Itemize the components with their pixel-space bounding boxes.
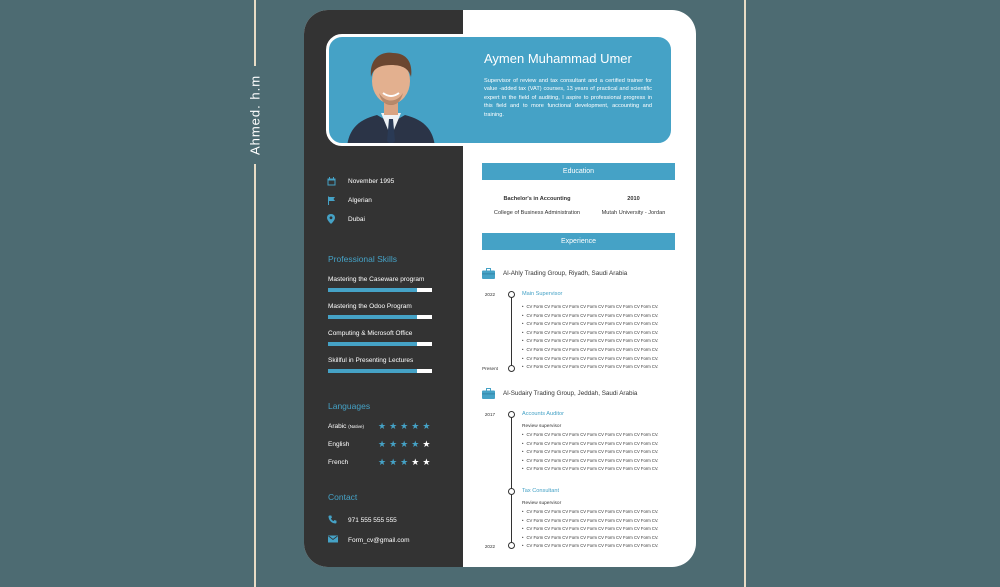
nationality: Algerian (326, 195, 372, 205)
role-title: Main Supervisor (522, 291, 563, 297)
star-filled-icon: ★ (411, 439, 420, 449)
duties-list (522, 431, 658, 474)
duty-item: • CV Form CV Form CV Form CV Form CV Form CV Form CV Form CV. (522, 363, 658, 372)
star-filled-icon: ★ (389, 421, 398, 431)
candidate-name: Aymen Muhammad Umer (484, 51, 632, 66)
phone: 971 555 555 555 (328, 515, 397, 525)
star-filled-icon: ★ (400, 439, 409, 449)
language-arabic: Arabic (Native) ★ ★ ★ ★ ★ (328, 421, 431, 431)
star-rating (378, 440, 430, 449)
skill-bar (328, 369, 432, 373)
skill-item: Skillful in Presenting Lectures (328, 357, 432, 373)
role-subtitle: Review supervisor (522, 424, 562, 429)
skill-item: Mastering the Caseware program (328, 276, 432, 292)
calendar-icon (326, 176, 336, 186)
side-label: Ahmed. h.m (247, 74, 263, 156)
star-filled-icon: ★ (400, 421, 409, 431)
header-banner (326, 34, 674, 146)
role-title: Accounts Auditor (522, 411, 564, 417)
skill-bar (328, 288, 432, 292)
duty-item: • CV Form CV Form CV Form CV Form CV Form CV Form CV Form CV. (522, 337, 658, 346)
timeline-dot (508, 411, 515, 418)
timeline-dot (508, 365, 515, 372)
duty-item: • CV Form CV Form CV Form CV Form CV Form CV Form CV Form CV. (522, 312, 658, 321)
duties-list (522, 508, 658, 551)
location-pin-icon (326, 214, 336, 224)
frame-line-right (744, 0, 746, 587)
phone-icon (328, 515, 338, 525)
role-title: Tax Consultant (522, 488, 560, 494)
birth-date: November 1995 (326, 176, 394, 186)
year-start: 2017 (484, 412, 496, 417)
star-rating (378, 422, 430, 431)
resume-card: Aymen Muhammad Umer Supervisor of review and tax consultant and a certified trainer for value -added tax (VAT) courses, 13 years of practical and scientific expert in the field of auditing, I aspire to professional progress in this field and to more functional development, accounting and training. November 1995 Algerian Dubai Professional Skills Mastering the Caseware program Mastering the Odoo Program Computing & Microsoft Office Skillful in Presenting Lectures Languages Arabic (Native) ★ ★ ★ ★ ★ English ★ ★ ★ ★ ★ French ★ ★ ★ ★ ★ Contact 971 555 555 555 Form_cv@gmail.com Education Bachelor's in Accounting 2010 College of Business Administration Mutah University - Jordan Experience Al-Ahly Trading Group, Riyadh, Saudi Arabia 2022 Present Main Supervisor • CV Form CV Form CV Form CV Form CV Form CV Form CV Form CV. • CV Form CV Form CV Form CV Form CV Form CV Form CV Form CV. • CV Form CV Form CV Form CV Form CV Form CV Form CV Form CV. • CV Form CV Form CV Form CV Form CV Form CV Form CV Form CV. • CV Form CV Form CV Form CV Form CV Form CV Form CV Form CV. • CV Form CV Form CV Form CV Form CV Form CV Form CV Form CV. • CV Form CV Form CV Form CV Form CV Form CV Form CV Form CV. • CV Form CV Form CV Form CV Form CV Form CV Form CV Form CV. Al-Sudairy Trading Group, Jeddah, Saudi Arabia 2017 2022 Accounts Auditor Review supervisor • CV Form CV Form CV Form CV Form CV Form CV Form CV Form CV. • CV Form CV Form CV Form CV Form CV Form CV Form CV Form CV. • CV Form CV Form CV Form CV Form CV Form CV Form CV Form CV. • CV Form CV Form CV Form CV Form CV Form CV Form CV Form CV. • CV Form CV Form CV Form CV Form CV Form CV Form CV Form CV. Tax Consultant Review supervisor • CV Form CV Form CV Form CV Form CV Form CV Form CV Form CV. • CV Form CV Form CV Form CV Form CV Form CV Form CV Form CV. • CV Form CV Form CV Form CV Form CV Form CV Form CV Form CV. • CV Form CV Form CV Form CV Form CV Form CV Form CV Form CV. • CV Form CV Form CV Form CV Form CV Form CV Form CV Form CV. (304, 10, 696, 567)
skill-item: Computing & Microsoft Office (328, 330, 432, 346)
duty-item: • CV Form CV Form CV Form CV Form CV Form CV Form CV Form CV. (522, 542, 658, 551)
year-end: 2022 (484, 544, 496, 549)
education-header: Education (482, 163, 675, 180)
contact-title: Contact (328, 492, 358, 502)
skill-bar (328, 342, 432, 346)
language-english: English ★ ★ ★ ★ ★ (328, 439, 431, 449)
duty-item: • CV Form CV Form CV Form CV Form CV Form CV Form CV Form CV. (522, 525, 658, 534)
skills-title: Professional Skills (328, 254, 397, 264)
year-start: 2022 (484, 292, 496, 297)
star-filled-icon: ★ (378, 457, 387, 467)
timeline-dot (508, 488, 515, 495)
company-1: Al-Ahly Trading Group, Riyadh, Saudi Arabia (482, 268, 627, 279)
star-rating (378, 458, 430, 467)
duty-item: • CV Form CV Form CV Form CV Form CV Form CV Form CV Form CV. (522, 517, 658, 526)
duty-item: • CV Form CV Form CV Form CV Form CV Form CV Form CV Form CV. (522, 465, 658, 474)
profile-photo (343, 41, 439, 146)
email-icon (328, 535, 338, 545)
star-filled-icon: ★ (400, 457, 409, 467)
duty-item: • CV Form CV Form CV Form CV Form CV Form CV Form CV Form CV. (522, 320, 658, 329)
star-empty-icon: ★ (422, 439, 431, 449)
briefcase-icon (482, 388, 495, 399)
star-filled-icon: ★ (389, 457, 398, 467)
role-subtitle: Review supervisor (522, 501, 562, 506)
star-filled-icon: ★ (411, 421, 420, 431)
summary-text: Supervisor of review and tax consultant and a certified trainer for value -added tax (VAT) courses, 13 years of practical and scientific expert in the field of auditing, I aspire to professional progress in this field and to more functional development, accounting and training. (484, 78, 652, 118)
languages-title: Languages (328, 401, 371, 411)
duty-item: • CV Form CV Form CV Form CV Form CV Form CV Form CV Form CV. (522, 448, 658, 457)
flag-icon (326, 195, 336, 205)
duty-item: • CV Form CV Form CV Form CV Form CV Form CV Form CV Form CV. (522, 329, 658, 338)
timeline-line (511, 295, 512, 369)
star-filled-icon: ★ (389, 439, 398, 449)
duty-item: • CV Form CV Form CV Form CV Form CV Form CV Form CV Form CV. (522, 303, 658, 312)
duties-list (522, 303, 658, 372)
skill-bar (328, 315, 432, 319)
star-empty-icon: ★ (422, 457, 431, 467)
star-filled-icon: ★ (378, 421, 387, 431)
location: Dubai (326, 214, 365, 224)
timeline-dot (508, 542, 515, 549)
briefcase-icon (482, 268, 495, 279)
timeline-line (511, 415, 512, 545)
timeline-dot (508, 291, 515, 298)
email: Form_cv@gmail.com (328, 535, 410, 545)
skill-bar-fill (328, 288, 417, 292)
star-empty-icon: ★ (411, 457, 420, 467)
duty-item: • CV Form CV Form CV Form CV Form CV Form CV Form CV Form CV. (522, 508, 658, 517)
skill-bar-fill (328, 369, 417, 373)
duty-item: • CV Form CV Form CV Form CV Form CV Form CV Form CV Form CV. (522, 355, 658, 364)
language-french: French ★ ★ ★ ★ ★ (328, 457, 431, 467)
star-filled-icon: ★ (422, 421, 431, 431)
experience-header: Experience (482, 233, 675, 250)
company-2: Al-Sudairy Trading Group, Jeddah, Saudi Arabia (482, 388, 637, 399)
duty-item: • CV Form CV Form CV Form CV Form CV Form CV Form CV Form CV. (522, 346, 658, 355)
star-filled-icon: ★ (378, 439, 387, 449)
duty-item: • CV Form CV Form CV Form CV Form CV Form CV Form CV Form CV. (522, 457, 658, 466)
skill-bar-fill (328, 315, 417, 319)
skill-bar-fill (328, 342, 417, 346)
duty-item: • CV Form CV Form CV Form CV Form CV Form CV Form CV Form CV. (522, 534, 658, 543)
skill-item: Mastering the Odoo Program (328, 303, 432, 319)
duty-item: • CV Form CV Form CV Form CV Form CV Form CV Form CV Form CV. (522, 440, 658, 449)
duty-item: • CV Form CV Form CV Form CV Form CV Form CV Form CV Form CV. (522, 431, 658, 440)
year-end: Present (482, 366, 498, 371)
